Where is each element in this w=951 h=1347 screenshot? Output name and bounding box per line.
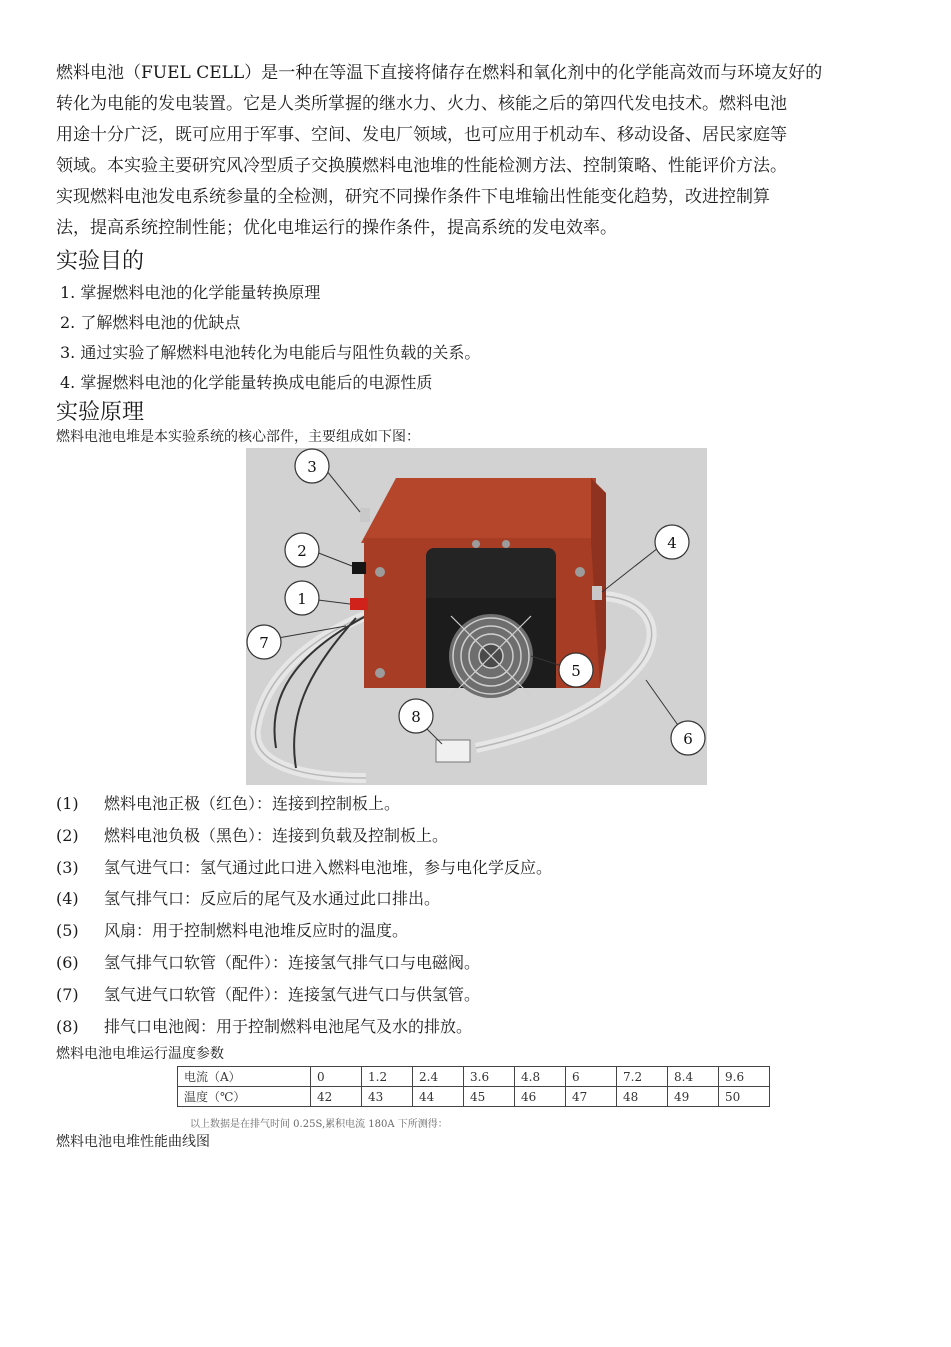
- part-number: (6): [56, 952, 79, 972]
- callout-5-label: 5: [571, 662, 581, 680]
- table-cell: 3.6: [464, 1067, 515, 1087]
- table-cell: 50: [719, 1087, 770, 1107]
- table-cell: 7.2: [617, 1067, 668, 1087]
- figure-caption: 燃料电池电堆是本实验系统的核心部件，主要组成如下图：: [56, 429, 420, 445]
- callout-2-label: 2: [297, 542, 307, 560]
- part-number: (7): [56, 984, 79, 1004]
- table-cell: 43: [362, 1087, 413, 1107]
- purpose-list: [60, 278, 480, 398]
- part-description: 氢气排气口：反应后的尾气及水通过此口排出。: [104, 889, 441, 909]
- intro-line: 用途十分广泛，既可应用于军事、空间、发电厂领域，也可应用于机动车、移动设备、居民家庭等: [56, 125, 787, 145]
- table-cell: 4.8: [515, 1067, 566, 1087]
- callout-6: [671, 721, 705, 755]
- part-description: 风扇：用于控制燃料电池堆反应时的温度。: [104, 921, 409, 941]
- part-number: (5): [56, 921, 79, 941]
- list-item: 4. 掌握燃料电池的化学能量转换成电能后的电源性质: [60, 373, 433, 392]
- list-item: 2. 了解燃料电池的优缺点: [60, 313, 241, 332]
- list-item: [56, 852, 552, 884]
- part-description: 氢气排气口软管（配件）：连接氢气排气口与电磁阀。: [104, 952, 481, 972]
- list-item: [56, 883, 552, 915]
- part-description: 氢气进气口：氢气通过此口进入燃料电池堆，参与电化学反应。: [104, 857, 553, 877]
- callout-4-label: 4: [667, 534, 677, 552]
- intro-line: 法，提高系统控制性能；优化电堆运行的操作条件，提高系统的发电效率。: [56, 218, 617, 238]
- list-item: [56, 788, 552, 820]
- callout-6-label: 6: [683, 730, 693, 748]
- callout-8-label: 8: [411, 708, 421, 726]
- table-cell: 6: [566, 1067, 617, 1087]
- table-cell: 46: [515, 1087, 566, 1107]
- part-number: (4): [56, 889, 79, 909]
- callout-4: [655, 525, 689, 559]
- table-cell: 42: [311, 1087, 362, 1107]
- temp-table-caption: 燃料电池电堆运行温度参数: [56, 1046, 224, 1062]
- intro-line: 转化为电能的发电装置。它是人类所掌握的继水力、火力、核能之后的第四代发电技术。燃料电池: [56, 94, 787, 114]
- fuel-cell-illustration: [246, 448, 707, 785]
- table-cell: 48: [617, 1087, 668, 1107]
- fuel-cell-stack-photo: [246, 448, 707, 785]
- intro-line: 燃料电池（FUEL CELL）是一种在等温下直接将储存在燃料和氧化剂中的化学能高效而与环境友好的: [56, 63, 823, 83]
- table-note: 以上数据是在排气时间 0.25S,累积电流 180A 下所测得：: [190, 1119, 448, 1130]
- table-cell: 1.2: [362, 1067, 413, 1087]
- parts-list: [56, 788, 552, 1042]
- list-item: 1. 掌握燃料电池的化学能量转换原理: [60, 283, 321, 302]
- list-item: [56, 820, 552, 852]
- callout-7: [247, 625, 281, 659]
- row-header: 电流（A）: [178, 1067, 311, 1087]
- intro-line: 实现燃料电池发电系统参量的全检测，研究不同操作条件下电堆输出性能变化趋势，改进控制算: [56, 187, 770, 207]
- table-cell: 47: [566, 1087, 617, 1107]
- callout-1: [285, 581, 319, 615]
- callout-3: [295, 449, 329, 483]
- table-cell: 45: [464, 1087, 515, 1107]
- callout-7-label: 7: [259, 634, 269, 652]
- part-description: 排气口电池阀：用于控制燃料电池尾气及水的排放。: [104, 1016, 473, 1036]
- list-item: [56, 915, 552, 947]
- curve-caption: 燃料电池电堆性能曲线图: [56, 1134, 210, 1150]
- table-cell: 49: [668, 1087, 719, 1107]
- part-description: 燃料电池正极（红色）：连接到控制板上。: [104, 794, 401, 813]
- callout-5: [559, 653, 593, 687]
- list-item: 3. 通过实验了解燃料电池转化为电能后与阻性负载的关系。: [60, 343, 481, 362]
- part-description: 燃料电池负极（黑色）：连接到负载及控制板上。: [104, 825, 449, 845]
- list-item: [56, 1011, 552, 1043]
- list-item: [56, 979, 552, 1011]
- table-row: [178, 1067, 770, 1087]
- callout-8: [399, 699, 433, 733]
- table-cell: 8.4: [668, 1067, 719, 1087]
- part-description: 氢气进气口软管（配件）：连接氢气进气口与供氢管。: [104, 984, 481, 1004]
- list-item: [56, 947, 552, 979]
- callout-2: [285, 533, 319, 567]
- table-cell: 2.4: [413, 1067, 464, 1087]
- intro-line: 领域。本实验主要研究风冷型质子交换膜燃料电池堆的性能检测方法、控制策略、性能评价方法。: [56, 156, 787, 176]
- callout-1-label: 1: [297, 590, 307, 608]
- row-header: 温度（℃）: [178, 1087, 311, 1107]
- temperature-table: [177, 1066, 770, 1107]
- intro-paragraph: [56, 58, 901, 244]
- purpose-heading: 实验目的: [56, 249, 145, 274]
- table-row: [178, 1087, 770, 1107]
- table-cell: 0: [311, 1067, 362, 1087]
- part-number: (1): [56, 794, 79, 813]
- part-number: (3): [56, 857, 79, 877]
- table-cell: 9.6: [719, 1067, 770, 1087]
- principle-heading: 实验原理: [56, 400, 145, 425]
- callout-3-label: 3: [307, 458, 317, 476]
- part-number: (2): [56, 825, 79, 845]
- part-number: (8): [56, 1016, 79, 1036]
- table-cell: 44: [413, 1087, 464, 1107]
